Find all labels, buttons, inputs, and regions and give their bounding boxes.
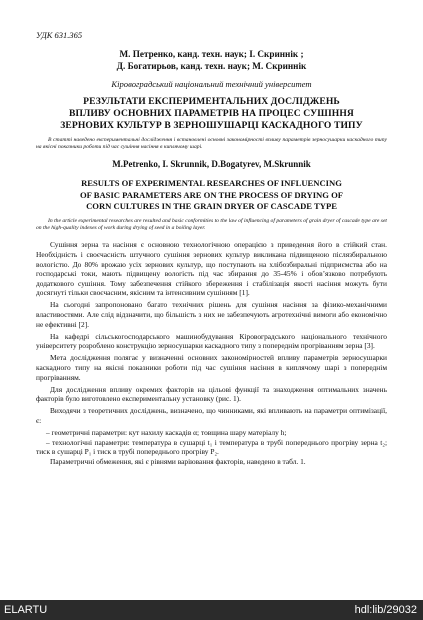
abstract-en: In the article experimental researches are resulted and basic conformities to the law of influencing of parameters of grain dryer of cascade type are set on the high-quality indexes of work during drying of seed in a boiling layer. bbox=[36, 217, 387, 232]
body-paragraph: Мета дослідження полягає у визначенні основних закономірностей впливу параметрів зерносушарки каскадного типу на якісні показники роботи під час сушіння насіння в киплячому шарі з попереднім прогріванням. bbox=[36, 353, 387, 382]
body-paragraph: Сушіння зерна та насіння є основною технологічною операцією з приведення його в стійкий стан. Необхідність і своєчасність штучного сушіння зернових культур викликана підвищеною післязбиральною вологістю. До 80% врожаю усіх зернових культур, що поступають на хлібозбиральні підприємства або на господарські токи, мають підвищену вологість під час збирання до 35-45% і обов’язково потребують додаткового сушіння. Тому забезпечення стійкого збереження і стабілізація якості насіння можуть бути досягнуті тільки своєчасним, якісним та інтенсивним сушінням [1]. bbox=[36, 240, 387, 298]
title-en bbox=[36, 178, 387, 213]
authors-ua bbox=[36, 48, 387, 72]
title-en-line1: RESULTS OF EXPERIMENTAL RESEARCHES OF INFLUENCING bbox=[81, 178, 342, 189]
body-paragraph: Параметричні обмеження, які є рівнями варіювання факторів, наведено в табл. 1. bbox=[50, 456, 306, 466]
authors-en: M.Petrenko, I. Skrunnik, D.Bogatyrev, M.Skrunnik bbox=[112, 159, 311, 170]
abstract-ua: В статті наведено експериментальні дослідження і встановлені основні закономірності впливу параметрів зерносушарки каскадного типу на якісні показники роботи під час сушіння насіння в киплячому шарі. bbox=[36, 137, 387, 151]
title-ua bbox=[36, 96, 387, 132]
body-paragraph: Для дослідження впливу окремих факторів на цільові функції та знаходження оптимальних значень факторів було виготовлено експериментальну установку (рис. 1). bbox=[36, 384, 387, 404]
title-ua-line3: ЗЕРНОВИХ КУЛЬТУР В ЗЕРНОШУШАРЦІ КАСКАДНОГО ТИПУ bbox=[60, 120, 363, 131]
body-paragraph: На сьогодні запропоновано багато технічних рішень для сушіння насіння за фізико-механічними властивостями. Але слід відзначити, що більшість з них не забезпечують агротехнічні вимоги або економічно не ефективні [2]. bbox=[36, 300, 387, 329]
handle-id: hdl:lib/29032 bbox=[354, 604, 417, 616]
udk-code: УДК 631.365 bbox=[36, 30, 83, 40]
article-content bbox=[36, 30, 387, 469]
body-paragraph: На кафедрі сільськогосподарського машинобудування Кіровоградського національного технічного університету розроблено конструкцію зерносушарки каскадного типу з попереднім прогріванням зерна [3]. bbox=[36, 331, 387, 351]
title-ua-line2: ВПЛИВУ ОСНОВНИХ ПАРАМЕТРІВ НА ПРОЦЕС СУШІННЯ bbox=[69, 108, 354, 119]
repository-name: ELARTU bbox=[4, 604, 48, 616]
list-item: – геометричні параметри: кут нахилу каскадів α; товщина шару матеріалу h; bbox=[46, 428, 287, 437]
repository-footer bbox=[0, 600, 423, 620]
title-en-line2: OF BASIC PARAMETERS ARE ON THE PROCESS OF DRYING OF bbox=[79, 189, 344, 200]
list-item: – технологічні параметри: температура в сушарці t₁ і температура в трубі попереднього прогріву зерна t₂; тиск в сушарці P₁ і тиск в трубі попереднього прогріву P₂. bbox=[36, 437, 387, 457]
authors-ua-line1: М. Петренко, канд. техн. наук; І. Скриннік ; bbox=[119, 49, 304, 59]
affiliation: Кіровоградський національний технічний університет bbox=[111, 79, 312, 89]
article-body bbox=[36, 240, 387, 466]
title-ua-line1: РЕЗУЛЬТАТИ ЕКСПЕРИМЕНТАЛЬНИХ ДОСЛІДЖЕНЬ bbox=[83, 96, 340, 107]
title-en-line3: CORN CULTURES IN THE GRAIN DRYER OF CASCADE TYPE bbox=[86, 201, 337, 212]
authors-ua-line2: Д. Богатирьов, канд. техн. наук; М. Скриннік bbox=[116, 61, 307, 71]
body-paragraph: Виходячи з теоретичних досліджень, визначено, що чинниками, які впливають на параметри оптимізації, є: bbox=[36, 406, 387, 425]
